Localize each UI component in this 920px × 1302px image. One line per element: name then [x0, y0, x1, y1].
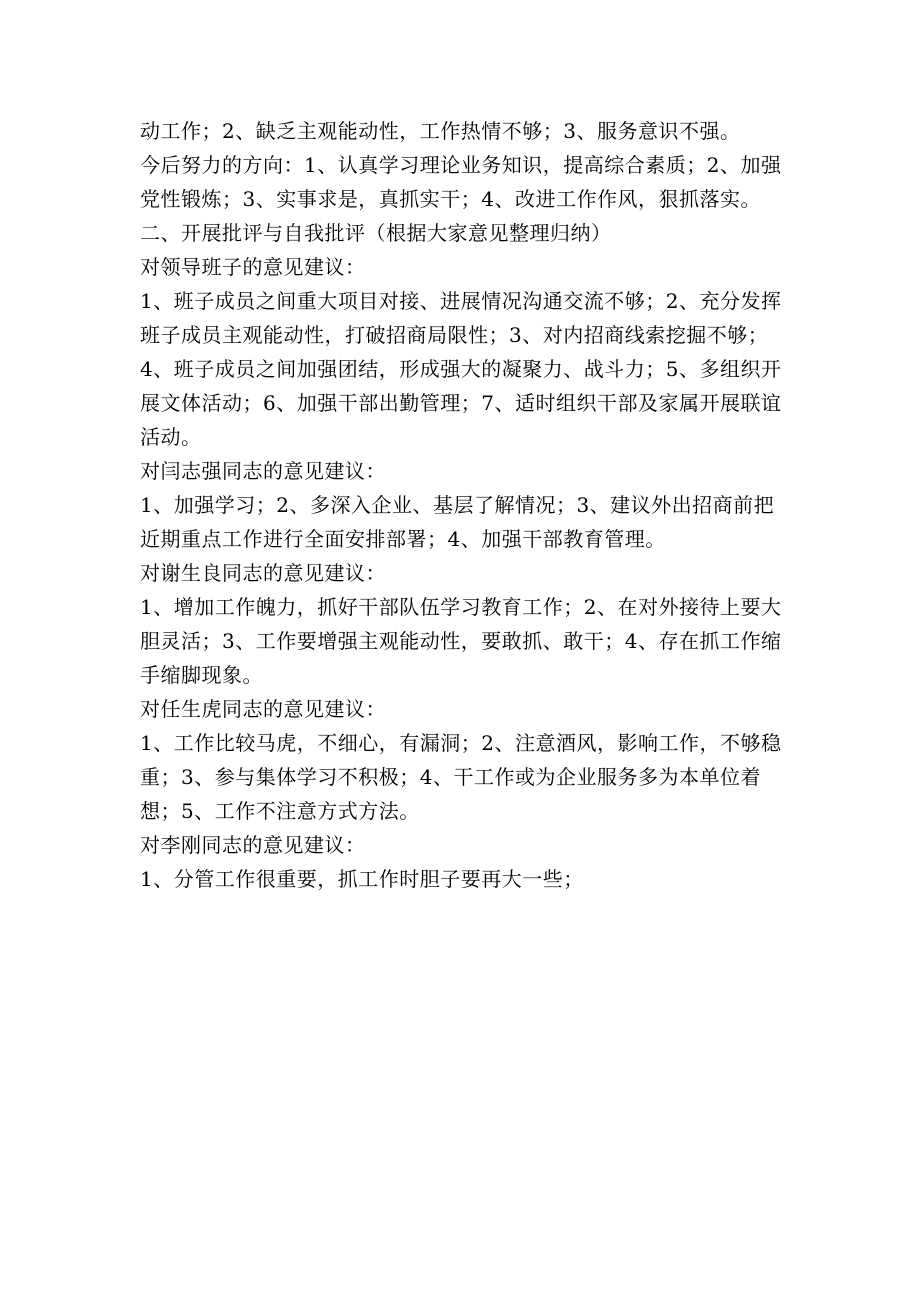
- paragraph-li-gang-suggestions: 1、分管工作很重要，抓工作时胆子要再大一些；: [140, 867, 584, 891]
- paragraph-continuation: 动工作；2、缺乏主观能动性，工作热情不够；3、服务意识不强。: [140, 119, 741, 143]
- section-heading-criticism: 二、开展批评与自我批评（根据大家意见整理归纳）: [140, 221, 612, 245]
- subheading-xie-shengliang: 对谢生良同志的意见建议：: [140, 561, 386, 585]
- subheading-ren-shenghu: 对任生虎同志的意见建议：: [140, 697, 386, 721]
- paragraph-xie-shengliang-suggestions: 1、增加工作魄力，抓好干部队伍学习教育工作；2、在对外接待上要大胆灵活；3、工作要增强主观能动性，要敢抓、敢干；4、存在抓工作缩手缩脚现象。: [140, 595, 782, 687]
- document-body: [140, 114, 790, 896]
- paragraph-yan-zhiqiang-suggestions: 1、加强学习；2、多深入企业、基层了解情况；3、建议外出招商前把近期重点工作进行全面安排部署；4、加强干部教育管理。: [140, 493, 775, 551]
- subheading-leadership-team: 对领导班子的意见建议：: [140, 255, 366, 279]
- subheading-yan-zhiqiang: 对闫志强同志的意见建议：: [140, 459, 386, 483]
- subheading-li-gang: 对李刚同志的意见建议：: [140, 833, 366, 857]
- paragraph-future-direction: 今后努力的方向：1、认真学习理论业务知识，提高综合素质；2、加强党性锻炼；3、实事求是，真抓实干；4、改进工作作风，狠抓落实。: [140, 153, 782, 211]
- paragraph-ren-shenghu-suggestions: 1、工作比较马虎，不细心，有漏洞；2、注意酒风，影响工作，不够稳重；3、参与集体学习不积极；4、干工作或为企业服务多为本单位着想；5、工作不注意方式方法。: [140, 731, 782, 823]
- paragraph-leadership-suggestions: 1、班子成员之间重大项目对接、进展情况沟通交流不够；2、充分发挥班子成员主观能动性，打破招商局限性；3、对内招商线索挖掘不够；4、班子成员之间加强团结，形成强大的凝聚力、战斗力；5、多组织开展文体活动；6、加强干部出勤管理；7、适时组织干部及家属开展联谊活动。: [140, 289, 782, 449]
